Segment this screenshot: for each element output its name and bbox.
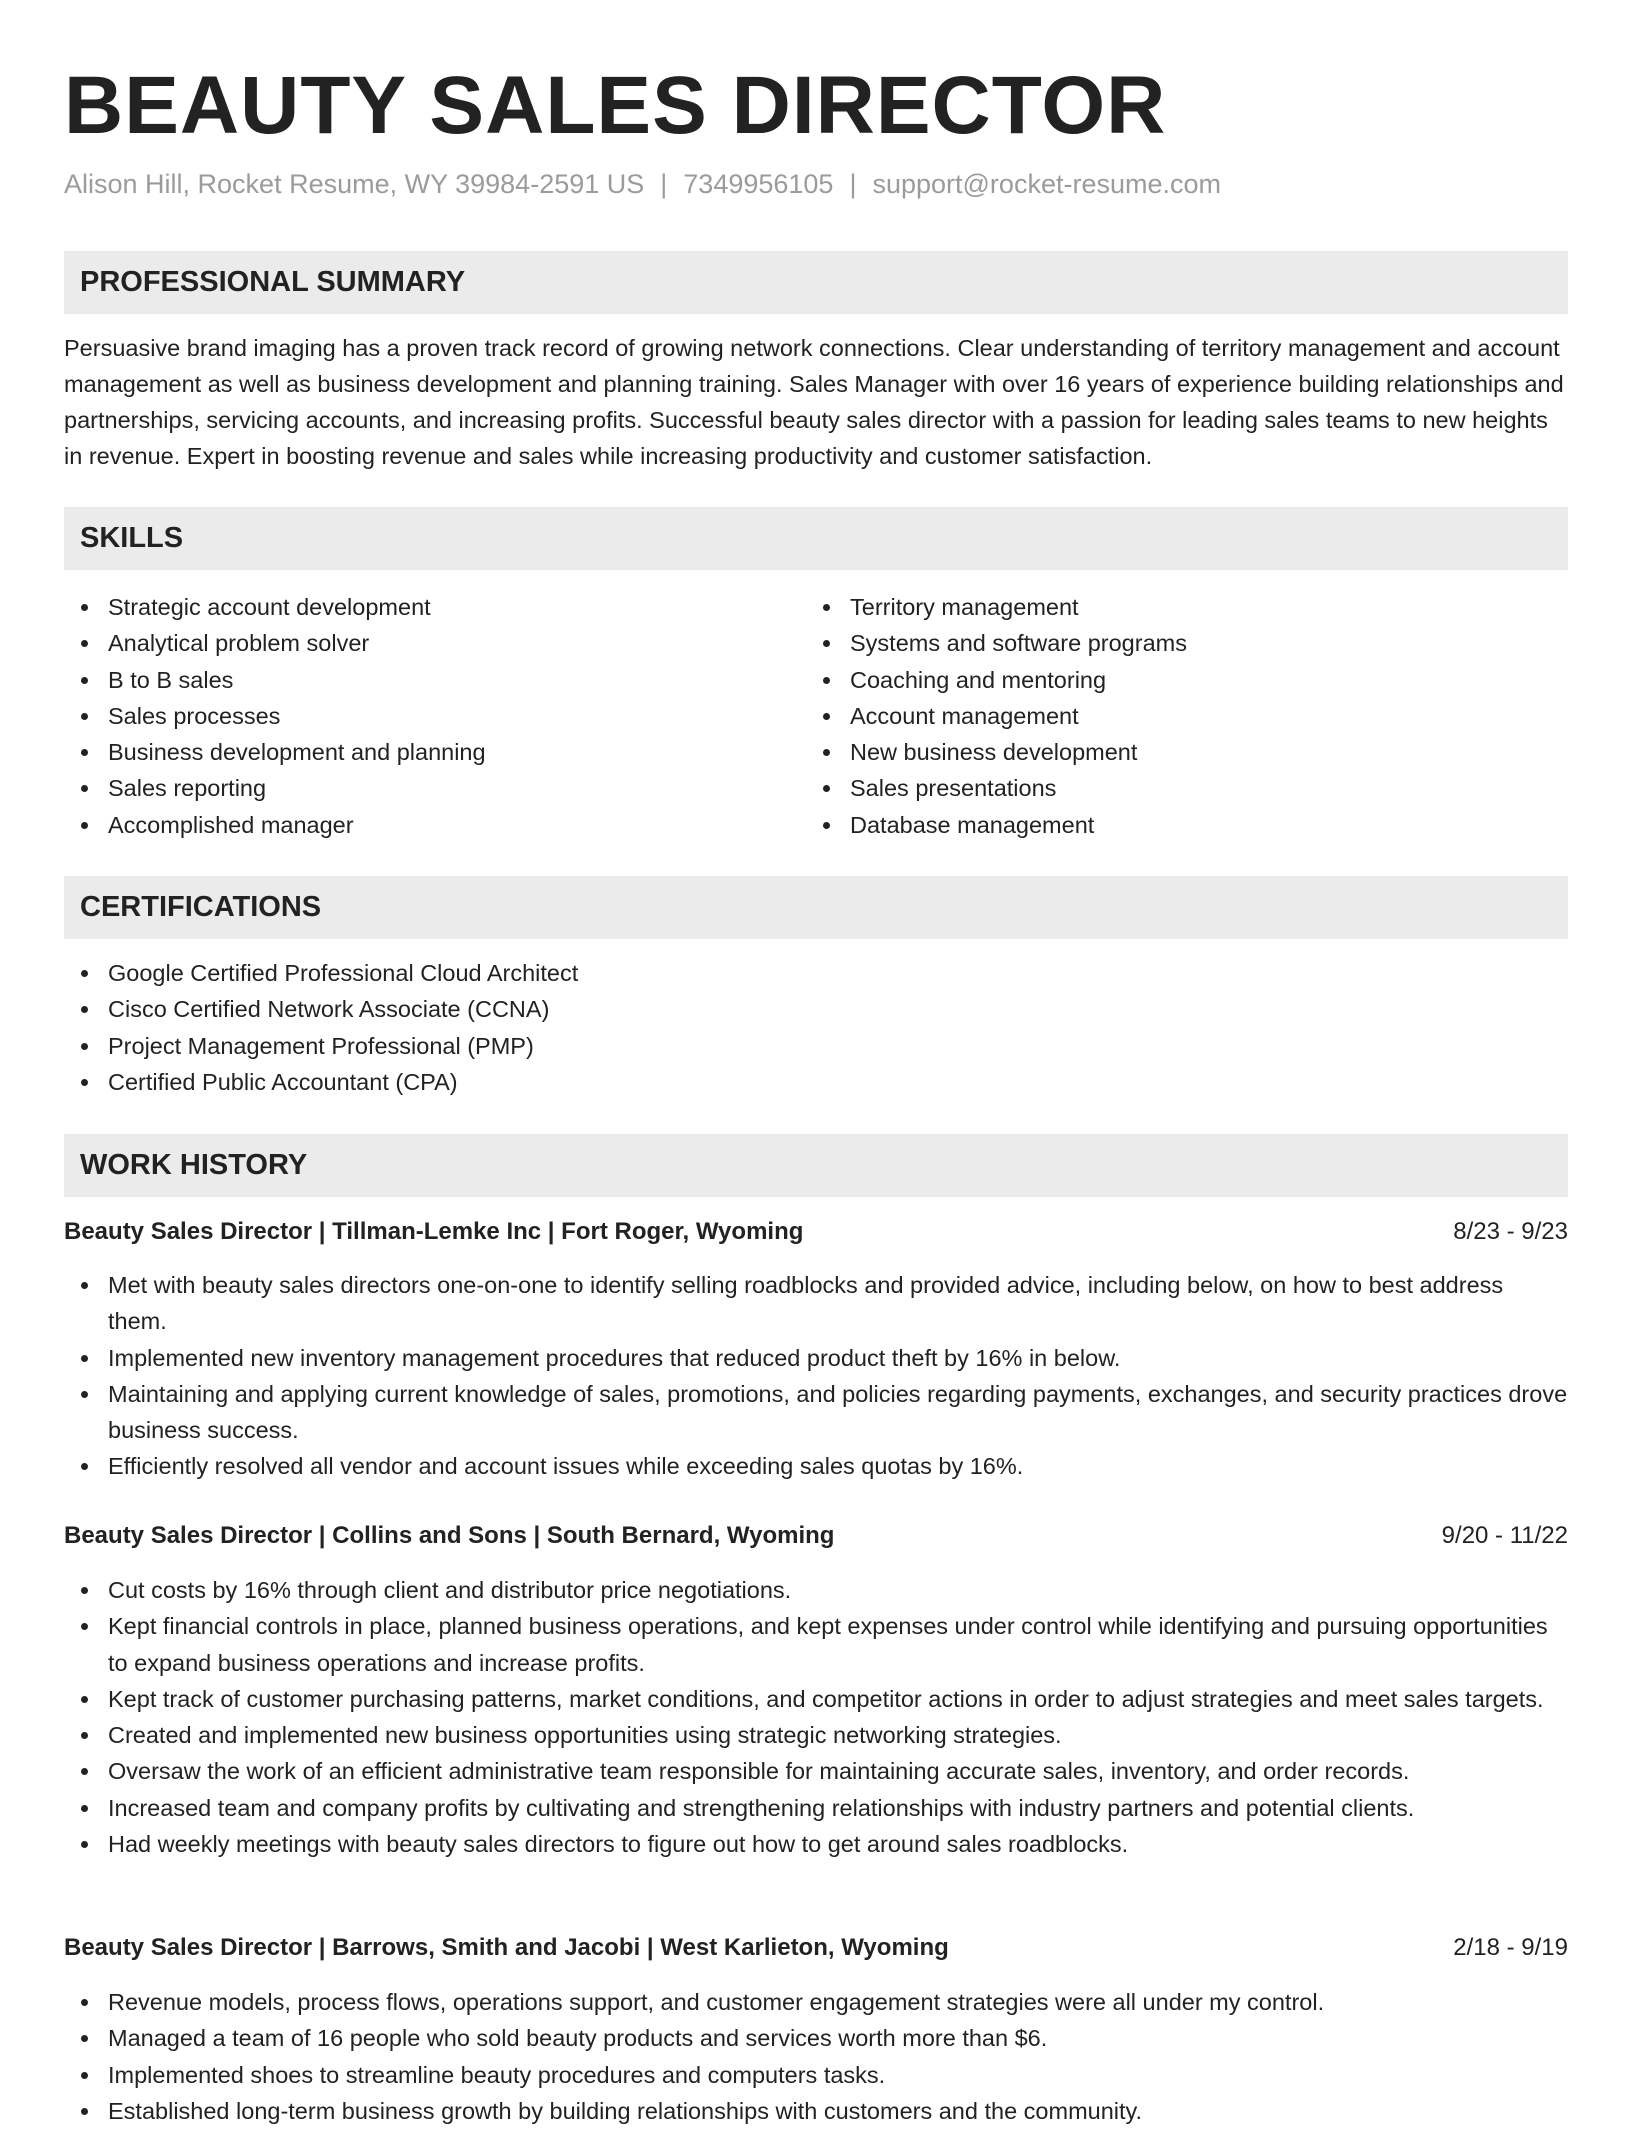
- job-bullets: [64, 1572, 1568, 1862]
- job-bullet: Increased team and company profits by cultivating and strengthening relationships with industry partners and potential clients.: [64, 1790, 1568, 1826]
- job-bullet: Revenue models, process flows, operations support, and customer engagement strategies were all under my control.: [64, 1984, 1568, 2020]
- job-bullet: Efficiently resolved all vendor and account issues while exceeding sales quotas by 16%.: [64, 1448, 1568, 1484]
- skill-item: Coaching and mentoring: [806, 662, 1546, 698]
- job-bullet: Managed a team of 16 people who sold beauty products and services worth more than $6.: [64, 2020, 1568, 2056]
- job-bullet: Maintaining and applying current knowledge of sales, promotions, and policies regarding payments, exchanges, and security practices drove business success.: [64, 1376, 1568, 1449]
- certification-item: Certified Public Accountant (CPA): [64, 1064, 1568, 1100]
- skill-item: Business development and planning: [64, 734, 804, 770]
- job-bullet: Established long-term business growth by building relationships with customers and the community.: [64, 2093, 1568, 2129]
- certification-item: Google Certified Professional Cloud Architect: [64, 955, 1568, 991]
- skill-item: Strategic account development: [64, 589, 804, 625]
- skill-item: Sales reporting: [64, 770, 804, 806]
- job-bullet: Implemented shoes to streamline beauty procedures and computers tasks.: [64, 2057, 1568, 2093]
- contact-separator: |: [849, 169, 857, 199]
- skill-item: New business development: [806, 734, 1546, 770]
- job-bullets: [64, 1267, 1568, 1485]
- job-bullet: Cut costs by 16% through client and distributor price negotiations.: [64, 1572, 1568, 1608]
- contact-email: support@rocket-resume.com: [872, 169, 1221, 199]
- certifications-heading: CERTIFICATIONS: [64, 876, 1568, 939]
- contact-separator: |: [660, 169, 668, 199]
- job-header: [64, 1214, 1568, 1250]
- job-title: Beauty Sales Director | Barrows, Smith and Jacobi | West Karlieton, Wyoming: [64, 1934, 949, 1961]
- contact-address: Alison Hill, Rocket Resume, WY 39984-2591 US: [64, 169, 645, 199]
- skill-item: Accomplished manager: [64, 807, 804, 843]
- job-dates: 8/23 - 9/23: [1453, 1218, 1568, 1245]
- skill-item: Database management: [806, 807, 1546, 843]
- job-header: [64, 1930, 1568, 1966]
- contact-phone: 7349956105: [683, 169, 834, 199]
- skill-item: Sales processes: [64, 698, 804, 734]
- job-title: Beauty Sales Director | Tillman-Lemke Inc | Fort Roger, Wyoming: [64, 1218, 804, 1245]
- job-bullet: Had weekly meetings with beauty sales directors to figure out how to get around sales roadblocks.: [64, 1826, 1568, 1862]
- resume-title: BEAUTY SALES DIRECTOR: [64, 60, 1167, 151]
- job-header: [64, 1518, 1568, 1554]
- job-bullets: [64, 1984, 1568, 2129]
- skill-item: B to B sales: [64, 662, 804, 698]
- job-bullet: Oversaw the work of an efficient administrative team responsible for maintaining accurate sales, inventory, and order records.: [64, 1753, 1568, 1789]
- certifications-list: [64, 955, 1568, 1100]
- job-dates: 2/18 - 9/19: [1453, 1934, 1568, 1961]
- skill-item: Systems and software programs: [806, 625, 1546, 661]
- job-bullet: Created and implemented new business opportunities using strategic networking strategies.: [64, 1717, 1568, 1753]
- work-history-heading: WORK HISTORY: [64, 1134, 1568, 1197]
- certification-item: Project Management Professional (PMP): [64, 1028, 1568, 1064]
- skills-list-left: [64, 589, 804, 843]
- skill-item: Account management: [806, 698, 1546, 734]
- job-bullet: Met with beauty sales directors one-on-one to identify selling roadblocks and provided advice, including below, on how to best address them.: [64, 1267, 1568, 1340]
- skills-list-right: [806, 589, 1546, 843]
- skills-heading: SKILLS: [64, 507, 1568, 570]
- job-bullet: Kept track of customer purchasing patterns, market conditions, and competitor actions in order to adjust strategies and meet sales targets.: [64, 1681, 1568, 1717]
- job-dates: 9/20 - 11/22: [1441, 1522, 1568, 1549]
- skill-item: Sales presentations: [806, 770, 1546, 806]
- contact-line: [64, 166, 1221, 202]
- job-title: Beauty Sales Director | Collins and Sons | South Bernard, Wyoming: [64, 1522, 835, 1549]
- job-bullet: Kept financial controls in place, planned business operations, and kept expenses under control while identifying and pursuing opportunities to expand business operations and increase profits.: [64, 1608, 1568, 1681]
- summary-text: Persuasive brand imaging has a proven track record of growing network connections. Clear understanding of territory management and account management as well as business development and planning training. Sales Manager with over 16 years of experience building relationships and partnerships, servicing accounts, and increasing profits. Successful beauty sales director with a passion for leading sales teams to new heights in revenue. Expert in boosting revenue and sales while increasing productivity and customer satisfaction.: [64, 335, 1564, 469]
- skill-item: Analytical problem solver: [64, 625, 804, 661]
- summary-heading: PROFESSIONAL SUMMARY: [64, 251, 1568, 314]
- certification-item: Cisco Certified Network Associate (CCNA): [64, 991, 1568, 1027]
- job-bullet: Implemented new inventory management procedures that reduced product theft by 16% in below.: [64, 1340, 1568, 1376]
- skill-item: Territory management: [806, 589, 1546, 625]
